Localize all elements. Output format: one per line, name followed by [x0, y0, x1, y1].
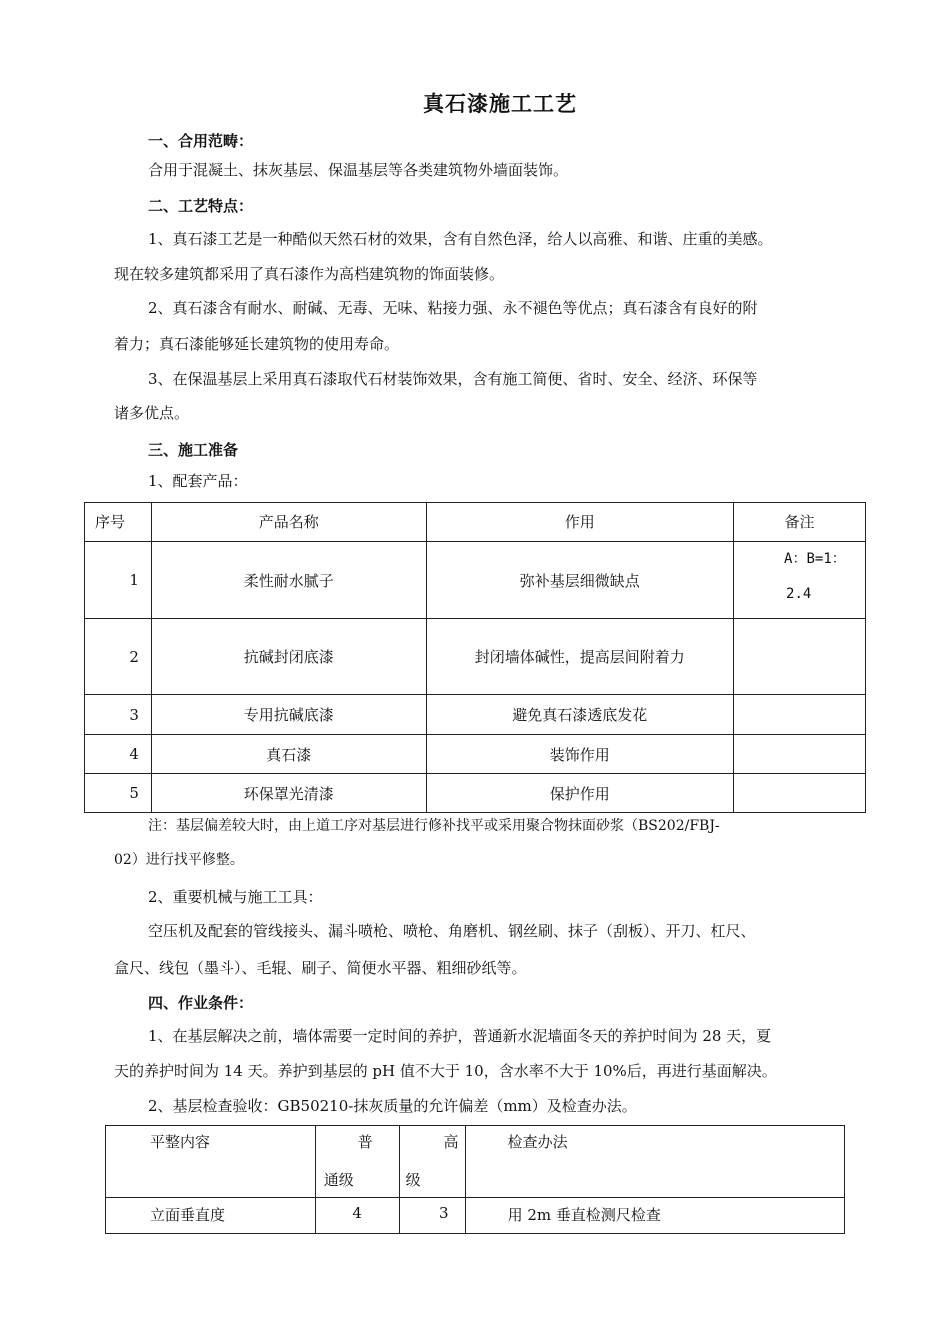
header-high-grade-line-2: 级 [405, 1171, 421, 1189]
section-2-para-1-line-1: 1、真石漆工艺是一种酷似天然石材的效果，含有自然色泽，给人以高雅、和谐、庄重的美感。 [148, 230, 773, 248]
row-product-name: 真石漆 [151, 735, 426, 774]
section-1-text: 合用于混凝土、抹灰基层、保温基层等各类建筑物外墙面装饰。 [148, 161, 569, 179]
row-check-method: 用 2m 垂直检测尺检查 [465, 1198, 844, 1234]
row-normal-value: 4 [315, 1198, 399, 1234]
row-index: 3 [85, 695, 152, 735]
header-normal-grade-line-2: 通级 [323, 1171, 354, 1189]
row-remark [734, 542, 866, 619]
tolerance-table [105, 1125, 845, 1234]
section-2-para-2-line-1: 2、真石漆含有耐水、耐碱、无毒、无味、粘接力强、永不褪色等优点；真石漆含有良好的附 [148, 299, 758, 317]
header-high-grade [399, 1126, 465, 1198]
row-product-name: 柔性耐水腻子 [151, 542, 426, 619]
products-table [84, 502, 866, 813]
row-remark [734, 735, 866, 774]
table-row [106, 1198, 845, 1234]
row-index: 1 [85, 542, 152, 619]
row-function: 装饰作用 [426, 735, 734, 774]
header-high-grade-line-1: 高 [443, 1133, 459, 1151]
tolerance-table-header-row [106, 1126, 845, 1198]
tools-line-1: 空压机及配套的管线接头、漏斗喷枪、喷枪、角磨机、钢丝刷、抹子（刮板）、开刀、杠尺、 [148, 922, 756, 940]
section-2-para-3-line-1: 3、在保温基层上采用真石漆取代石材装饰效果，含有施工简便、省时、安全、经济、环保等 [148, 370, 758, 388]
table-row [85, 619, 866, 695]
note-line-2: 02）进行找平修整。 [114, 852, 244, 868]
section-2-para-3-line-2: 诸多优点。 [114, 404, 190, 422]
section-4-para-2: 2、基层检查验收：GB50210-抹灰质量的允许偏差（mm）及检查办法。 [148, 1097, 637, 1115]
header-normal-grade-line-1: 普 [357, 1133, 373, 1151]
tools-line-2: 盒尺、线包（墨斗）、毛辊、刷子、简便水平器、粗细砂纸等。 [114, 959, 527, 977]
row-function: 保护作用 [426, 774, 734, 813]
header-product-name: 产品名称 [151, 503, 426, 542]
page-title: 真石漆施工工艺 [423, 91, 577, 116]
header-index: 序号 [85, 503, 152, 542]
section-2-para-2-line-2: 着力；真石漆能够延长建筑物的使用寿命。 [114, 335, 400, 353]
section-3-heading: 三、施工准备 [148, 441, 239, 459]
header-normal-grade [315, 1126, 399, 1198]
row-function: 避免真石漆透底发花 [426, 695, 734, 735]
section-3-subheading-products: 1、配套产品： [148, 472, 248, 490]
table-row [85, 695, 866, 735]
section-2-para-1-line-2: 现在较多建筑都采用了真石漆作为高档建筑物的饰面装修。 [114, 265, 505, 283]
row-high-value: 3 [399, 1198, 465, 1234]
row-remark-line-1: A：B=1： [784, 551, 846, 567]
section-3-subheading-tools: 2、重要机械与施工工具： [148, 888, 323, 906]
products-table-header-row [85, 503, 866, 542]
row-remark [734, 619, 866, 695]
table-row [85, 774, 866, 813]
section-4-para-1-line-2: 天的养护时间为 14 天。养护到基层的 pH 值不大于 10，含水率不大于 10%后，再进行基面解决。 [114, 1062, 777, 1080]
header-item: 平整内容 [106, 1126, 316, 1198]
header-check-method: 检查办法 [465, 1126, 844, 1198]
row-product-name: 环保罩光清漆 [151, 774, 426, 813]
table-row [85, 735, 866, 774]
row-item: 立面垂直度 [106, 1198, 316, 1234]
section-4-para-1-line-1: 1、在基层解决之前，墙体需要一定时间的养护，普通新水泥墙面冬天的养护时间为 28 天，夏 [148, 1027, 772, 1045]
row-function: 封闭墙体碱性，提高层间附着力 [426, 619, 734, 695]
row-index: 4 [85, 735, 152, 774]
header-remark: 备注 [734, 503, 866, 542]
row-product-name: 专用抗碱底漆 [151, 695, 426, 735]
section-4-heading: 四、作业条件： [148, 994, 254, 1012]
section-1-heading: 一、合用范畴： [148, 132, 254, 150]
row-index: 5 [85, 774, 152, 813]
row-remark-line-2: 2.4 [786, 586, 812, 602]
section-2-heading: 二、工艺特点： [148, 197, 254, 215]
row-remark [734, 774, 866, 813]
note-line-1: 注：基层偏差较大时，由上道工序对基层进行修补找平或采用聚合物抹面砂浆（BS202/FBJ- [148, 818, 720, 834]
row-remark [734, 695, 866, 735]
table-row [85, 542, 866, 619]
row-function: 弥补基层细微缺点 [426, 542, 734, 619]
row-product-name: 抗碱封闭底漆 [151, 619, 426, 695]
header-function: 作用 [426, 503, 734, 542]
row-index: 2 [85, 619, 152, 695]
